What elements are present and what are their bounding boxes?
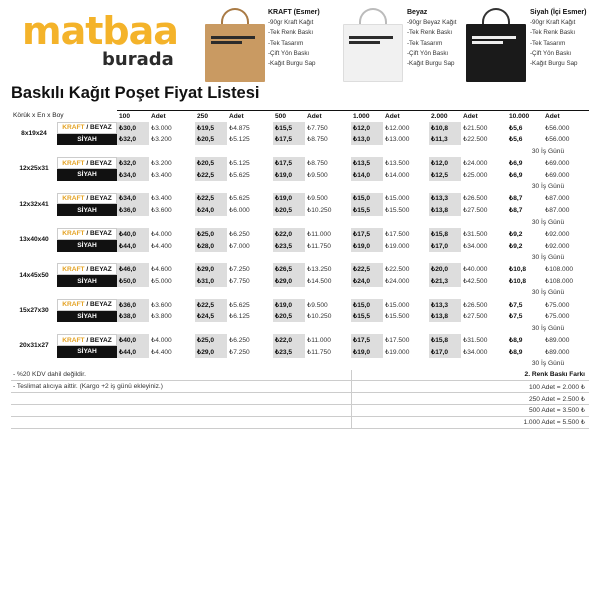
total-price: ₺4.875 (229, 124, 250, 132)
unit-price: ₺30,0 (117, 122, 149, 134)
table-row (11, 228, 589, 240)
unit-price: ₺22,0 (273, 228, 305, 240)
option-kraft-label: KRAFT (62, 159, 85, 167)
size-cell: 12x32x41 (19, 200, 49, 208)
unit-price: ₺24,0 (195, 204, 227, 216)
total-price: ₺89.000 (545, 337, 570, 345)
total-price: ₺14.500 (307, 278, 332, 286)
second-color-price: 500 Adet = 3.500 ₺ (351, 405, 589, 417)
option-white-label: / BEYAZ (84, 301, 112, 309)
total-price: ₺87.000 (545, 195, 570, 203)
white-bag-image (341, 8, 405, 82)
kraft-bag-image (203, 8, 267, 82)
total-price: ₺17.500 (385, 230, 410, 238)
option-white-label: / BEYAZ (84, 230, 112, 238)
note-row (11, 405, 589, 417)
unit-price: ₺19,0 (273, 299, 305, 311)
delivery-time: 30 İş Günü (531, 218, 565, 226)
total-price: ₺69.000 (545, 171, 570, 179)
quantity-header-unit: Adet (461, 110, 507, 122)
note-row (11, 370, 589, 382)
unit-price: ₺44,0 (117, 346, 149, 358)
note-text (11, 405, 351, 417)
unit-price: ₺12,5 (429, 169, 461, 181)
unit-price: ₺15,8 (429, 228, 461, 240)
product-spec: -Kağıt Burgu Sap (407, 60, 455, 68)
total-price: ₺92.000 (545, 230, 570, 238)
total-price: ₺9.500 (307, 301, 328, 309)
total-price: ₺5.625 (229, 195, 250, 203)
quantity-header-number: 100 (117, 110, 149, 122)
unit-price: ₺15,8 (429, 334, 461, 346)
unit-price: ₺29,0 (195, 346, 227, 358)
size-cell: 14x45x50 (19, 271, 49, 279)
unit-price: ₺8,7 (509, 195, 523, 203)
unit-price: ₺10,8 (509, 278, 527, 286)
unit-price: ₺5,6 (509, 124, 523, 132)
option-black: SİYAH (57, 275, 117, 287)
note-row (11, 393, 589, 405)
total-price: ₺4.400 (151, 348, 172, 356)
unit-price: ₺13,5 (351, 157, 383, 169)
delivery-time: 30 İş Günü (531, 289, 565, 297)
product-spec: -Tek Renk Baskı (530, 29, 576, 37)
option-black: SİYAH (57, 240, 117, 252)
brand-logo (22, 9, 192, 76)
unit-price: ₺13,0 (351, 134, 383, 146)
option-kraft-white (57, 122, 117, 134)
product-spec: -Kağıt Burgu Sap (268, 60, 316, 68)
option-kraft-label: KRAFT (62, 124, 85, 132)
total-price: ₺69.000 (545, 160, 570, 168)
total-price: ₺10.250 (307, 313, 332, 321)
option-kraft-label: KRAFT (62, 336, 85, 344)
total-price: ₺3.800 (151, 313, 172, 321)
unit-price: ₺22,5 (195, 299, 227, 311)
unit-price: ₺17,5 (273, 157, 305, 169)
unit-price: ₺17,5 (273, 134, 305, 146)
unit-price: ₺7,5 (509, 313, 523, 321)
product-spec: -90gr Beyaz Kağıt (407, 19, 457, 27)
total-price: ₺12.000 (385, 124, 410, 132)
option-kraft-label: KRAFT (62, 265, 85, 273)
total-price: ₺17.500 (385, 337, 410, 345)
unit-price: ₺10,8 (509, 266, 527, 274)
product-spec: -Tek Tasarım (268, 39, 304, 47)
total-price: ₺27.500 (463, 313, 488, 321)
product-title: Siyah (İçi Esmer) (530, 9, 587, 16)
quantity-header-number: 250 (195, 110, 227, 122)
total-price: ₺3.600 (151, 207, 172, 215)
unit-price: ₺9,2 (509, 242, 523, 250)
total-price: ₺11.750 (307, 242, 331, 250)
note-text (11, 393, 351, 405)
total-price: ₺22.500 (385, 266, 410, 274)
table-row (11, 204, 589, 216)
unit-price: ₺36,0 (117, 299, 149, 311)
product-spec: -90gr Kraft Kağıt (530, 19, 576, 27)
option-kraft-label: KRAFT (62, 301, 85, 309)
delivery-time: 30 İş Günü (531, 253, 565, 261)
unit-price: ₺19,0 (273, 169, 305, 181)
total-price: ₺9.500 (307, 195, 328, 203)
total-price: ₺19.000 (385, 242, 410, 250)
table-row (11, 334, 589, 346)
total-price: ₺56.000 (545, 124, 570, 132)
unit-price: ₺28,0 (195, 240, 227, 252)
option-white-label: / BEYAZ (84, 336, 112, 344)
size-header: Körük x En x Boy (13, 112, 64, 120)
table-row (11, 157, 589, 169)
second-color-price: 100 Adet = 2.000 ₺ (351, 381, 589, 393)
total-price: ₺13.500 (385, 160, 410, 168)
option-black: SİYAH (57, 346, 117, 358)
total-price: ₺5.125 (229, 136, 250, 144)
total-price: ₺3.200 (151, 160, 172, 168)
total-price: ₺4.000 (151, 230, 172, 238)
option-kraft-white (57, 157, 117, 169)
unit-price: ₺24,0 (351, 275, 383, 287)
total-price: ₺13.000 (385, 136, 410, 144)
unit-price: ₺20,5 (273, 204, 305, 216)
unit-price: ₺20,5 (195, 157, 227, 169)
unit-price: ₺25,0 (195, 334, 227, 346)
total-price: ₺3.600 (151, 301, 172, 309)
total-price: ₺8.750 (307, 136, 328, 144)
note-text: - %20 KDV dahil değildir. (11, 370, 351, 382)
total-price: ₺5.000 (151, 278, 172, 286)
delivery-time: 30 İş Günü (531, 324, 565, 332)
unit-price: ₺21,3 (429, 275, 461, 287)
product-spec: -Çift Yön Baskı (530, 49, 572, 57)
total-price: ₺108.000 (545, 278, 574, 286)
size-cell: 15x27x30 (19, 307, 49, 315)
unit-price: ₺32,0 (117, 157, 149, 169)
unit-price: ₺32,0 (117, 134, 149, 146)
table-row (11, 240, 589, 252)
option-white-label: / BEYAZ (84, 159, 112, 167)
total-price: ₺6.250 (229, 230, 250, 238)
unit-price: ₺26,5 (273, 263, 305, 275)
unit-price: ₺6,9 (509, 160, 523, 168)
total-price: ₺11.000 (307, 337, 331, 345)
black-bag-image (464, 8, 528, 82)
total-price: ₺56.000 (545, 136, 570, 144)
unit-price: ₺7,5 (509, 301, 523, 309)
total-price: ₺24.000 (385, 278, 410, 286)
unit-price: ₺40,0 (117, 334, 149, 346)
total-price: ₺31.500 (463, 230, 488, 238)
product-spec: -Çift Yön Baskı (407, 49, 449, 57)
total-price: ₺26.500 (463, 195, 488, 203)
total-price: ₺24.000 (463, 160, 488, 168)
unit-price: ₺22,5 (351, 263, 383, 275)
total-price: ₺15.500 (385, 313, 410, 321)
product-info-black (530, 8, 586, 69)
table-row (11, 134, 589, 146)
table-row (11, 263, 589, 275)
option-kraft-white (57, 299, 117, 311)
table-row (11, 122, 589, 134)
total-price: ₺6.125 (229, 313, 250, 321)
total-price: ₺4.000 (151, 337, 172, 345)
delivery-time: 30 İş Günü (531, 147, 565, 155)
unit-price: ₺13,3 (429, 299, 461, 311)
total-price: ₺42.500 (463, 278, 488, 286)
product-info-white (407, 8, 457, 69)
total-price: ₺5.125 (229, 160, 250, 168)
quantity-header-unit: Adet (543, 110, 589, 122)
product-spec: -Tek Renk Baskı (268, 29, 314, 37)
total-price: ₺5.625 (229, 301, 250, 309)
unit-price: ₺14,0 (351, 169, 383, 181)
delivery-time: 30 İş Günü (531, 183, 565, 191)
price-table (11, 110, 589, 429)
unit-price: ₺22,5 (195, 169, 227, 181)
quantity-header-unit: Adet (305, 110, 351, 122)
total-price: ₺89.000 (545, 348, 570, 356)
second-color-price: 1.000 Adet = 5.500 ₺ (351, 417, 589, 429)
option-white-label: / BEYAZ (84, 194, 112, 202)
total-price: ₺9.500 (307, 171, 328, 179)
option-white-label: / BEYAZ (84, 265, 112, 273)
unit-price: ₺38,0 (117, 311, 149, 323)
unit-price: ₺40,0 (117, 228, 149, 240)
total-price: ₺108.000 (545, 266, 574, 274)
total-price: ₺7.250 (229, 348, 250, 356)
unit-price: ₺23,5 (273, 346, 305, 358)
total-price: ₺11.750 (307, 348, 331, 356)
table-row (11, 346, 589, 358)
page-title: Baskılı Kağıt Poşet Fiyat Listesi (11, 84, 260, 102)
unit-price: ₺13,3 (429, 193, 461, 205)
total-price: ₺27.500 (463, 207, 488, 215)
note-row (11, 417, 589, 429)
quantity-header-unit: Adet (383, 110, 429, 122)
product-spec: -Tek Tasarım (530, 39, 566, 47)
unit-price: ₺15,5 (351, 204, 383, 216)
total-price: ₺13.250 (307, 266, 332, 274)
unit-price: ₺50,0 (117, 275, 149, 287)
unit-price: ₺34,0 (117, 169, 149, 181)
product-spec: -Çift Yön Baskı (268, 49, 310, 57)
unit-price: ₺31,0 (195, 275, 227, 287)
table-row (11, 193, 589, 205)
product-title: Beyaz (407, 9, 428, 16)
unit-price: ₺20,0 (429, 263, 461, 275)
total-price: ₺87.000 (545, 207, 570, 215)
unit-price: ₺12,0 (429, 157, 461, 169)
unit-price: ₺12,0 (351, 122, 383, 134)
table-row (11, 311, 589, 323)
quantity-header-unit: Adet (149, 110, 195, 122)
total-price: ₺6.000 (229, 207, 250, 215)
total-price: ₺75.000 (545, 301, 570, 309)
quantity-header-number: 500 (273, 110, 305, 122)
total-price: ₺7.250 (229, 266, 250, 274)
total-price: ₺34.000 (463, 242, 488, 250)
delivery-time: 30 İş Günü (531, 360, 565, 368)
product-spec: -90gr Kraft Kağıt (268, 19, 314, 27)
unit-price: ₺8,7 (509, 207, 523, 215)
unit-price: ₺5,6 (509, 136, 523, 144)
total-price: ₺4.600 (151, 266, 172, 274)
unit-price: ₺19,5 (195, 122, 227, 134)
unit-price: ₺19,0 (351, 240, 383, 252)
table-row (11, 299, 589, 311)
unit-price: ₺19,0 (351, 346, 383, 358)
unit-price: ₺36,0 (117, 204, 149, 216)
product-title: KRAFT (Esmer) (268, 9, 320, 16)
unit-price: ₺19,0 (273, 193, 305, 205)
unit-price: ₺17,5 (351, 228, 383, 240)
total-price: ₺7.750 (307, 124, 328, 132)
total-price: ₺26.500 (463, 301, 488, 309)
total-price: ₺3.000 (151, 124, 172, 132)
unit-price: ₺22,0 (273, 334, 305, 346)
unit-price: ₺13,8 (429, 311, 461, 323)
total-price: ₺14.000 (385, 171, 410, 179)
total-price: ₺7.750 (229, 278, 250, 286)
product-spec: -Tek Renk Baskı (407, 29, 453, 37)
total-price: ₺8.750 (307, 160, 328, 168)
total-price: ₺11.000 (307, 230, 331, 238)
unit-price: ₺20,5 (273, 311, 305, 323)
quantity-header-number: 10.000 (507, 110, 543, 122)
unit-price: ₺22,5 (195, 193, 227, 205)
quantity-header-number: 2.000 (429, 110, 461, 122)
unit-price: ₺15,0 (351, 299, 383, 311)
unit-price: ₺15,0 (351, 193, 383, 205)
size-cell: 20x31x27 (19, 342, 49, 350)
unit-price: ₺44,0 (117, 240, 149, 252)
option-kraft-white (57, 193, 117, 205)
unit-price: ₺8,9 (509, 348, 523, 356)
unit-price: ₺24,5 (195, 311, 227, 323)
unit-price: ₺20,5 (195, 134, 227, 146)
product-spec: -Tek Tasarım (407, 39, 443, 47)
total-price: ₺25.000 (463, 171, 488, 179)
total-price: ₺75.000 (545, 313, 570, 321)
total-price: ₺4.400 (151, 242, 172, 250)
option-black: SİYAH (57, 169, 117, 181)
unit-price: ₺23,5 (273, 240, 305, 252)
unit-price: ₺29,0 (273, 275, 305, 287)
brand-name-line2: burada (102, 49, 174, 70)
unit-price: ₺15,5 (273, 122, 305, 134)
unit-price: ₺9,2 (509, 230, 523, 238)
unit-price: ₺15,5 (351, 311, 383, 323)
unit-price: ₺17,0 (429, 240, 461, 252)
total-price: ₺31.500 (463, 337, 488, 345)
total-price: ₺15.500 (385, 207, 410, 215)
size-cell: 13x40x40 (19, 236, 49, 244)
note-text: - Teslimat alıcıya aittir. (Kargo +2 iş günü ekleyiniz.) (11, 381, 351, 393)
total-price: ₺40.000 (463, 266, 488, 274)
option-kraft-label: KRAFT (62, 194, 85, 202)
unit-price: ₺46,0 (117, 263, 149, 275)
total-price: ₺21.500 (463, 124, 488, 132)
unit-price: ₺8,9 (509, 337, 523, 345)
total-price: ₺22.500 (463, 136, 488, 144)
total-price: ₺15.000 (385, 195, 410, 203)
quantity-header-number: 1.000 (351, 110, 383, 122)
brand-name-line1: matbaa (22, 9, 178, 53)
option-black: SİYAH (57, 311, 117, 323)
total-price: ₺5.625 (229, 171, 250, 179)
table-row (11, 275, 589, 287)
option-black: SİYAH (57, 134, 117, 146)
total-price: ₺19.000 (385, 348, 410, 356)
total-price: ₺6.250 (229, 337, 250, 345)
option-kraft-label: KRAFT (62, 230, 85, 238)
table-row (11, 169, 589, 181)
unit-price: ₺29,0 (195, 263, 227, 275)
quantity-header-unit: Adet (227, 110, 273, 122)
total-price: ₺7.000 (229, 242, 250, 250)
size-cell: 8x19x24 (21, 130, 47, 138)
option-white-label: / BEYAZ (84, 124, 112, 132)
option-black: SİYAH (57, 204, 117, 216)
note-row (11, 381, 589, 393)
option-kraft-white (57, 228, 117, 240)
product-spec: -Kağıt Burgu Sap (530, 60, 578, 68)
size-cell: 12x25x31 (19, 165, 49, 173)
option-kraft-white (57, 263, 117, 275)
note-text (11, 417, 351, 429)
total-price: ₺15.000 (385, 301, 410, 309)
option-kraft-white (57, 334, 117, 346)
unit-price: ₺34,0 (117, 193, 149, 205)
unit-price: ₺17,0 (429, 346, 461, 358)
total-price: ₺10.250 (307, 207, 332, 215)
product-info-kraft (268, 8, 320, 69)
total-price: ₺34.000 (463, 348, 488, 356)
total-price: ₺3.200 (151, 136, 172, 144)
second-color-title: 2. Renk Baskı Farkı (351, 370, 589, 382)
unit-price: ₺13,8 (429, 204, 461, 216)
unit-price: ₺11,3 (429, 134, 461, 146)
total-price: ₺3.400 (151, 195, 172, 203)
unit-price: ₺25,0 (195, 228, 227, 240)
total-price: ₺92.000 (545, 242, 570, 250)
unit-price: ₺17,5 (351, 334, 383, 346)
unit-price: ₺10,8 (429, 122, 461, 134)
total-price: ₺3.400 (151, 171, 172, 179)
unit-price: ₺6,9 (509, 171, 523, 179)
second-color-price: 250 Adet = 2.500 ₺ (351, 393, 589, 405)
